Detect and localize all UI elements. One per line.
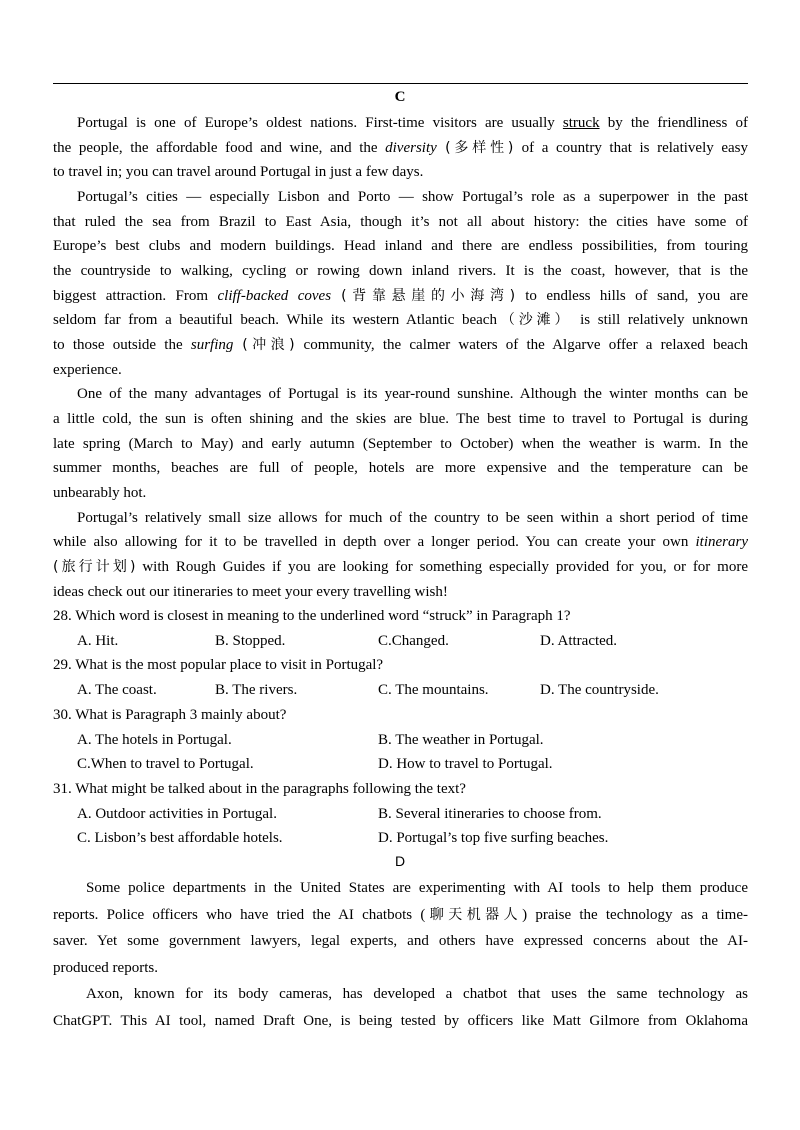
text-run: seldom far from a beautiful beach. While its western Atlantic beach (53, 312, 497, 328)
passage-c-line (53, 361, 748, 379)
text-run: late spring (March to May) and early autumn (September to October) when the weather is warm. In the (53, 436, 748, 452)
text-run: Portugal is one of Europe’s oldest nations. First-time visitors are usually (77, 115, 563, 131)
question-28-option-c[interactable]: C.Changed. (378, 633, 449, 649)
text-run: community, the calmer waters of the Algarve offer a relaxed beach (303, 337, 748, 353)
text-run: saver. Yet some government lawyers, legal experts, and others have expressed concerns about the AI- (53, 933, 748, 949)
text-run: to those outside the (53, 337, 191, 353)
question-29-stem: 29. What is the most popular place to visit in Portugal? (53, 657, 384, 673)
text-run: Portugal’s relatively small size allows for much of the country to be seen within a short period of time (77, 510, 748, 526)
question-29-option-c[interactable]: C. The mountains. (378, 682, 489, 698)
question-28-stem: 28. Which word is closest in meaning to the underlined word “struck” in Paragraph 1? (53, 608, 571, 624)
passage-c-line (53, 262, 748, 280)
text-run: ) praise the technology as a time- (522, 907, 748, 923)
question-30-option-b[interactable]: B. The weather in Portugal. (378, 732, 544, 748)
section-d-title: D (394, 853, 406, 869)
passage-d-line (86, 985, 748, 1003)
passage-c-line (53, 435, 748, 453)
italic-term: surfing (190, 337, 234, 353)
italic-term: itinerary (695, 534, 748, 550)
question-31-option-a[interactable]: A. Outdoor activities in Portugal. (77, 806, 277, 822)
text-run: to travel in; you can travel around Portugal in just a few days. (53, 164, 424, 180)
text-run: biggest attraction. From (53, 288, 218, 304)
chinese-gloss: (背靠悬崖的小海湾) (331, 288, 526, 304)
passage-c-line (77, 509, 748, 527)
question-30-option-c[interactable]: C.When to travel to Portugal. (77, 756, 254, 772)
passage-d-line (53, 1012, 748, 1030)
question-28-option-a[interactable]: A. Hit. (77, 633, 119, 649)
passage-c-line (53, 459, 748, 477)
text-run: to endless hills of sand, you are (525, 288, 748, 304)
chinese-gloss: (冲浪) (233, 337, 304, 353)
underlined-word: struck (562, 115, 600, 131)
passage-c-line (53, 410, 748, 428)
text-run: Axon, known for its body cameras, has developed a chatbot that uses the same technology as (86, 986, 748, 1002)
question-30-option-d[interactable]: D. How to travel to Portugal. (378, 756, 553, 772)
passage-c-line (53, 583, 748, 601)
chinese-gloss: （沙滩） (496, 312, 573, 328)
passage-c-line (53, 311, 748, 329)
text-run: Some police departments in the United States are experimenting with AI tools to help them produce (86, 880, 748, 896)
question-28-option-d[interactable]: D. Attracted. (540, 633, 618, 649)
text-run: produced reports. (53, 960, 158, 976)
top-rule (53, 83, 748, 84)
passage-c-line (77, 188, 748, 206)
text-run: of a country that is relatively easy (521, 140, 748, 156)
chinese-gloss: (多样性) (436, 140, 522, 156)
passage-c-line (53, 237, 748, 255)
question-31-option-c[interactable]: C. Lisbon’s best affordable hotels. (77, 830, 283, 846)
question-29-option-a[interactable]: A. The coast. (77, 682, 157, 698)
text-run: unbearably hot. (53, 485, 147, 501)
text-run: while also allowing for it to be travelled in depth over a longer period. You can create your own (53, 534, 696, 550)
text-run: reports. Police officers who have tried the AI chatbots ( (53, 907, 426, 923)
passage-d-line (53, 906, 748, 924)
passage-d-line (53, 959, 748, 977)
text-run: that ruled the sea from Brazil to East Asia, though it’s not all about history: the cities have some of (53, 214, 748, 230)
passage-c-line (77, 114, 748, 132)
question-31-option-d[interactable]: D. Portugal’s top five surfing beaches. (378, 830, 609, 846)
text-run: with Rough Guides if you are looking for something especially provided for you, or for more (135, 559, 748, 575)
text-run: by the friendliness of (599, 115, 748, 131)
question-29-option-b[interactable]: B. The rivers. (215, 682, 298, 698)
question-29-option-d[interactable]: D. The countryside. (540, 682, 659, 698)
passage-c-line (53, 213, 748, 231)
question-28-option-b[interactable]: B. Stopped. (215, 633, 286, 649)
question-30-stem: 30. What is Paragraph 3 mainly about? (53, 707, 287, 723)
text-run: the people, the affordable food and wine, and the (53, 140, 386, 156)
text-run: the countryside to walking, cycling or rowing down inland rivers. It is the coast, however, that is the (53, 263, 748, 279)
passage-d-line (53, 932, 748, 950)
passage-c-line (53, 484, 748, 502)
chinese-gloss: 聊天机器人 (425, 907, 523, 923)
text-run: summer months, beaches are full of people, hotels are more expensive and the temperature can be (53, 460, 748, 476)
text-run: a little cold, the sun is often shining and the skies are blue. The best time to travel to Portugal is during (53, 411, 748, 427)
italic-term: cliff-backed coves (217, 288, 332, 304)
passage-c-line (77, 385, 748, 403)
passage-d-line (86, 879, 748, 897)
question-31-option-b[interactable]: B. Several itineraries to choose from. (378, 806, 602, 822)
passage-c-line (53, 163, 748, 181)
text-run: experience. (53, 362, 122, 378)
chinese-gloss: (旅行计划) (53, 559, 136, 575)
passage-c-line (53, 139, 748, 157)
passage-c-line (53, 287, 748, 305)
passage-c-line (53, 533, 748, 551)
text-run: One of the many advantages of Portugal is its year-round sunshine. Although the winter months can be (77, 386, 748, 402)
text-run: ChatGPT. This AI tool, named Draft One, is being tested by officers like Matt Gilmore from Oklahoma (53, 1013, 748, 1029)
text-run: Portugal’s cities — especially Lisbon and Porto — show Portugal’s role as a superpower in the past (77, 189, 748, 205)
text-run: ideas check out our itineraries to meet your every travelling wish! (53, 584, 448, 600)
italic-term: diversity (385, 140, 437, 156)
question-30-option-a[interactable]: A. The hotels in Portugal. (77, 732, 232, 748)
question-31-stem: 31. What might be talked about in the paragraphs following the text? (53, 781, 466, 797)
text-run: is still relatively unknown (572, 312, 749, 328)
text-run: Europe’s best clubs and modern buildings. Head inland and there are endless possibilities, from touring (53, 238, 748, 254)
passage-c-line (53, 558, 748, 576)
passage-c-line (53, 336, 748, 354)
section-c-title: C (394, 89, 406, 105)
